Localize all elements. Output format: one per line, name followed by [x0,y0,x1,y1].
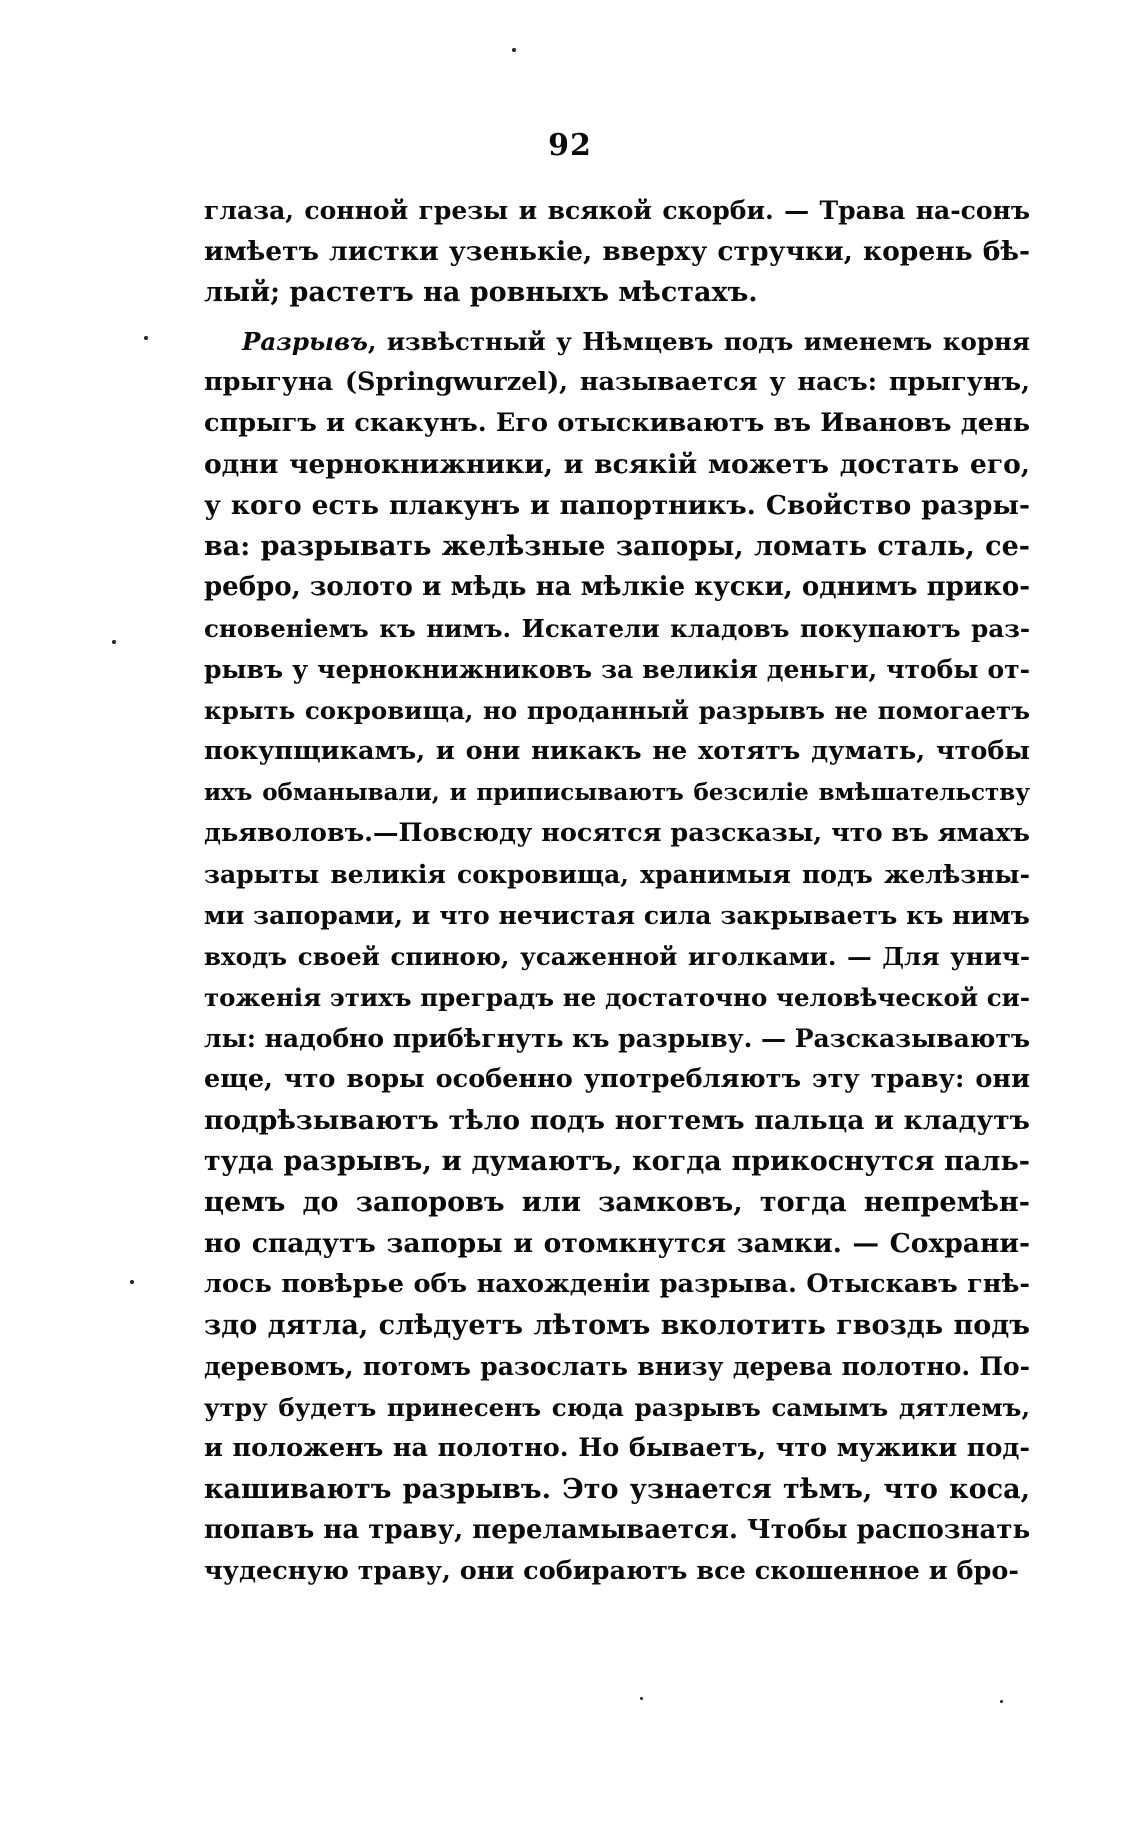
text-line: лось повѣрье объ нахожденіи разрыва. Отыскавъ гнѣ- [204,1269,1030,1299]
text-line-rest: , извѣстный у Нѣмцевъ подъ именемъ корня [367,327,1030,356]
body-text [204,190,1030,1592]
text-line: дьяволовъ.—Повсюду носятся разсказы, что въ ямахъ [204,818,1030,848]
text-line: и положенъ на полотно. Но бываетъ, что мужики под- [204,1433,1030,1463]
text-line: лый; растетъ на ровныхъ мѣстахъ. [204,277,758,308]
text-line: глаза, сонной грезы и всякой скорби. — Трава на-сонъ [204,196,1030,225]
text-line: у кого есть плакунъ и папортникъ. Свойство разры- [204,490,1030,521]
text-line: ми запорами, и что нечистая сила закрываетъ къ нимъ [204,901,1030,930]
text-line: утру будетъ принесенъ сюда разрывъ самымъ дятлемъ, [204,1393,1030,1422]
text-line: ва: разрывать желѣзные запоры, ломать сталь, се- [204,531,1030,562]
text-line: кашиваютъ разрывъ. Это узнается тѣмъ, что коса, [204,1474,1030,1505]
text-line: входъ своей спиною, усаженной иголками. — Для унич- [204,942,1030,971]
text-line: тоженія этихъ преградъ не достаточно человѣческой си- [204,983,1030,1012]
text-line: сновеніемъ къ нимъ. Искатели кладовъ покупаютъ раз- [204,614,1030,643]
text-line: крыть сокровища, но проданный разрывъ не помогаетъ [204,696,1030,725]
text-line: здо дятла, слѣдуетъ лѣтомъ вколотить гвоздь подъ [204,1310,1030,1341]
scan-speck [1000,1700,1003,1703]
scan-speck [130,1280,134,1284]
scan-speck [640,1697,643,1700]
text-line: прыгуна (Springwurzel), называется у насъ: прыгунъ, [204,367,1030,397]
text-line: чудесную траву, они собираютъ все скошенное и бро- [204,1556,1019,1586]
italic-term: Разрывъ [242,327,368,356]
text-line: ихъ обманывали, и приписываютъ безсиліе вмѣшательству [204,779,1030,806]
text-line: имѣетъ листки узенькіе, вверху стручки, корень бѣ- [204,236,1030,267]
text-line: зарыты великія сокровища, хранимыя подъ желѣзны- [204,860,1030,889]
text-line: ребро, золото и мѣдь на мѣлкіе куски, однимъ прико- [204,572,1030,602]
text-line: деревомъ, потомъ разослать внизу дерева полотно. По- [204,1352,1030,1381]
text-line: рывъ у чернокнижниковъ за великія деньги, чтобы от- [204,655,1030,684]
text-line: подрѣзываютъ тѣло подъ ногтемъ пальца и кладутъ [204,1105,1030,1136]
text-line: цемъ до запоровъ или замковъ, тогда непремѣн- [204,1187,1030,1218]
text-line: еще, что воры особенно употребляютъ эту траву: они [204,1064,1030,1094]
text-line: покупщикамъ, и они никакъ не хотятъ думать, чтобы [204,736,1030,766]
text-line: одни чернокнижники, и всякій можетъ достать его, [204,449,1030,480]
scan-speck [512,48,516,52]
text-line: но спадутъ запоры и отомкнутся замки. — Сохрани- [204,1228,1030,1259]
text-line: попавъ на траву, переламывается. Чтобы распознать [204,1515,1030,1545]
scan-speck [112,640,116,644]
page-number: 92 [548,128,592,163]
text-line: лы: надобно прибѣгнуть къ разрыву. — Разсказываютъ [204,1024,1030,1053]
text-line-paragraph-start [204,321,1030,362]
text-line: спрыгъ и скакунъ. Его отыскиваютъ въ Ивановъ день [204,408,1030,438]
scan-speck [144,336,148,340]
text-line: туда разрывъ, и думаютъ, когда прикоснутся паль- [204,1146,1030,1177]
